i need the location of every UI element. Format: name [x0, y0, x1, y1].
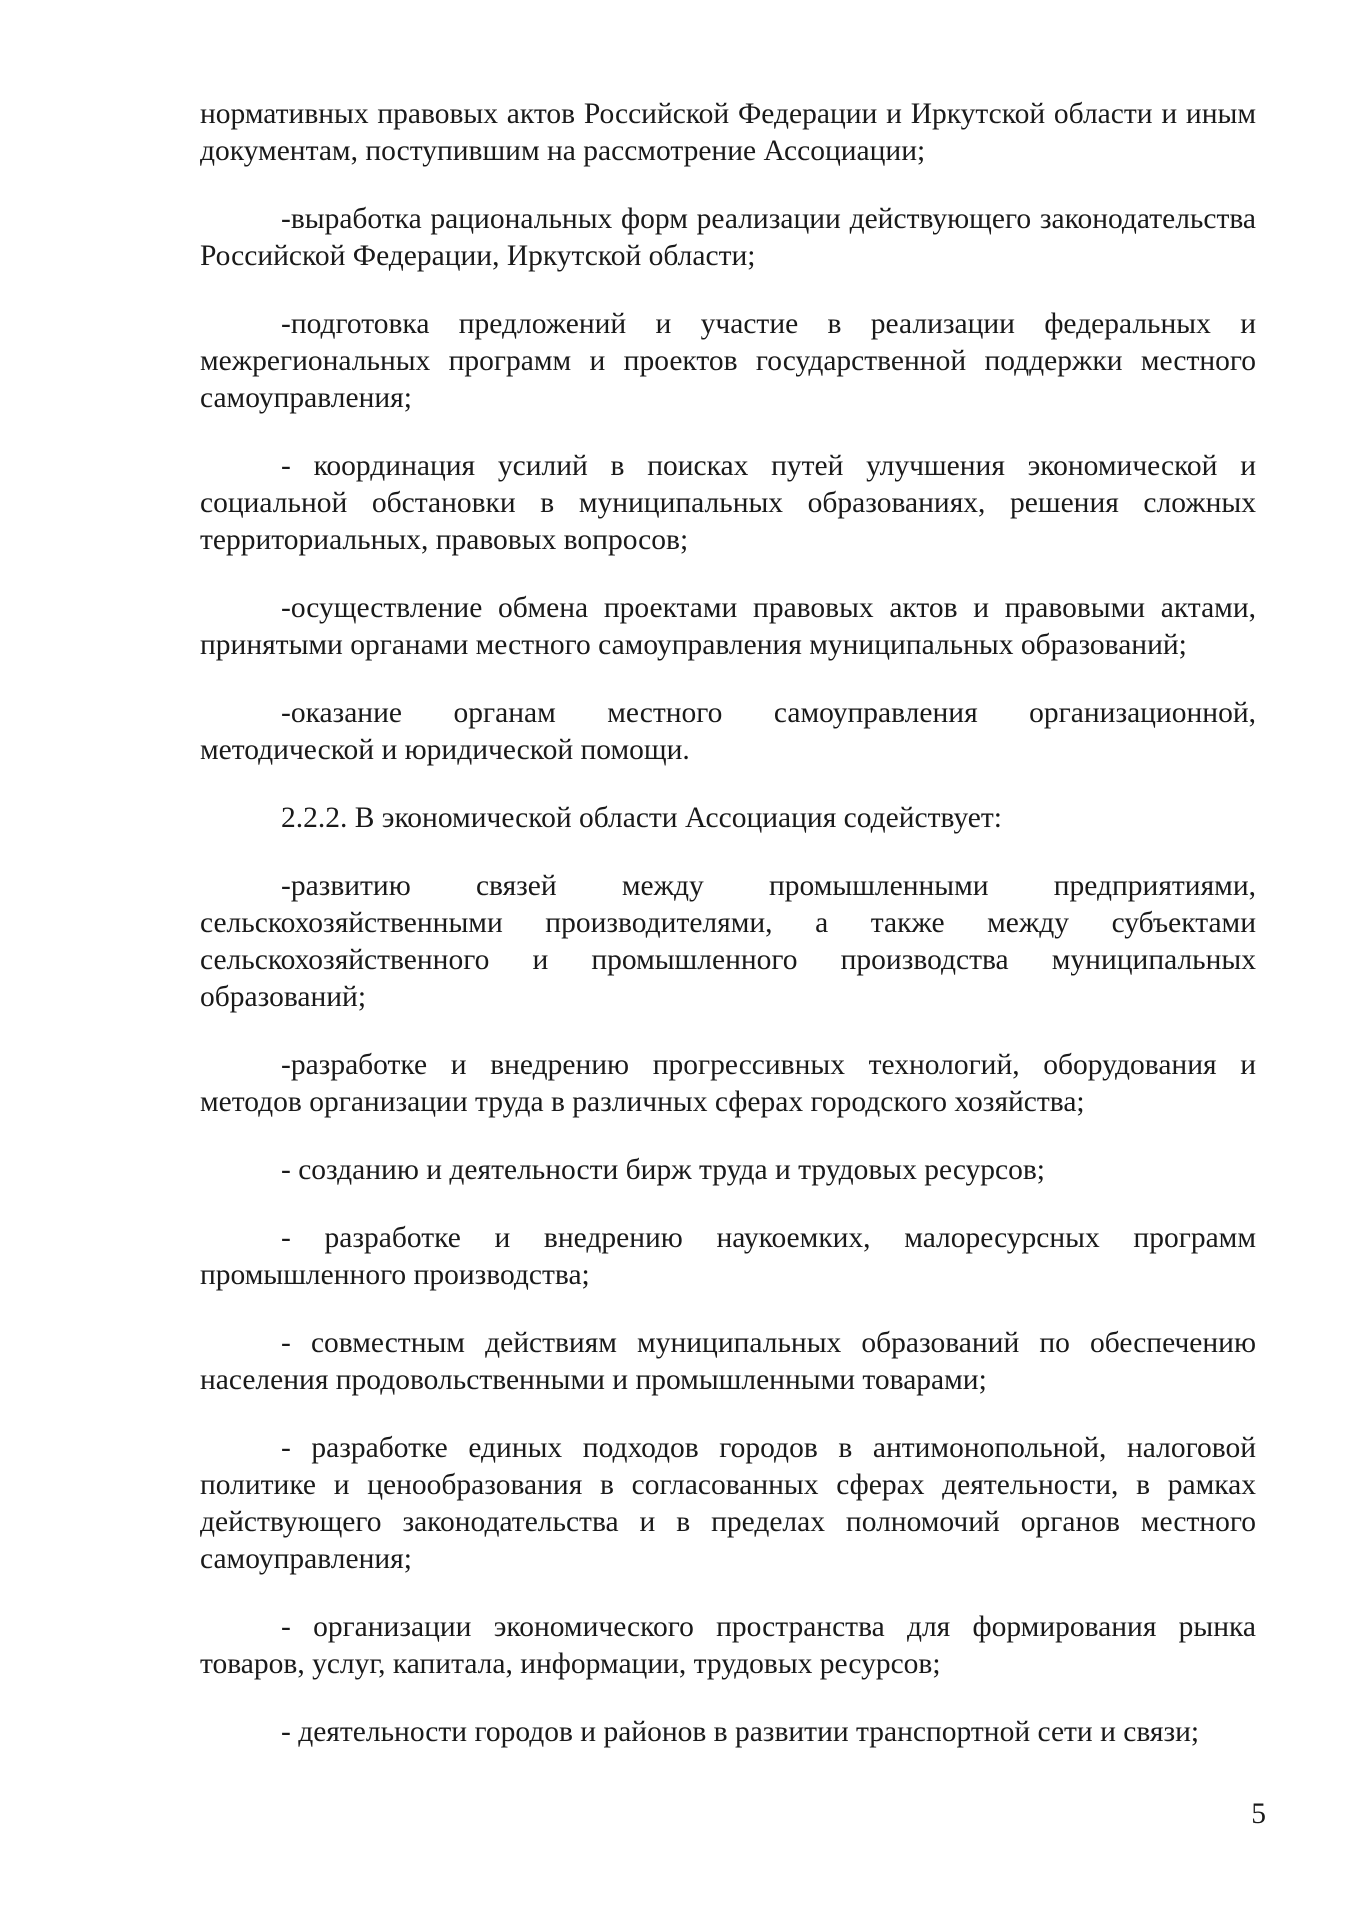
paragraph-item: -осуществление обмена проектами правовых актов и правовыми актами, принятыми органами местного самоуправления муниципальных образований;	[200, 592, 1256, 661]
paragraph-item: - координация усилий в поисках путей улучшения экономической и социальной обстановки в муниципальных образованиях, решения сложных территориальных, правовых вопросов;	[200, 450, 1256, 556]
paragraph-item: -разработке и внедрению прогрессивных технологий, оборудования и методов организации труда в различных сферах городского хозяйства;	[200, 1049, 1256, 1118]
paragraph-item: -оказание органам местного самоуправления организационной, методической и юридической помощи.	[200, 697, 1256, 766]
section-heading-2-2-2: 2.2.2. В экономической области Ассоциация содействует:	[281, 802, 1002, 834]
paragraph-item: - организации экономического пространства для формирования рынка товаров, услуг, капитала, информации, трудовых ресурсов;	[200, 1611, 1256, 1680]
page-number: 5	[1251, 1798, 1266, 1830]
paragraph-item: - совместным действиям муниципальных образований по обеспечению населения продовольственными и промышленными товарами;	[200, 1327, 1256, 1396]
paragraph-continuation: нормативных правовых актов Российской Федерации и Иркутской области и иным документам, поступившим на рассмотрение Ассоциации;	[200, 98, 1256, 167]
paragraph-item: - разработке и внедрению наукоемких, малоресурсных программ промышленного производства;	[200, 1222, 1256, 1291]
paragraph-item: - деятельности городов и районов в развитии транспортной сети и связи;	[281, 1716, 1200, 1748]
document-body	[200, 96, 1256, 1782]
paragraph-item: -развитию связей между промышленными предприятиями, сельскохозяйственными производителями, а также между субъектами сельскохозяйственного и промышленного производства муниципальных образований;	[200, 870, 1256, 1013]
paragraph-item: -выработка рациональных форм реализации действующего законодательства Российской Федерации, Иркутской области;	[200, 203, 1256, 272]
paragraph-item: -подготовка предложений и участие в реализации федеральных и межрегиональных программ и проектов государственной поддержки местного самоуправления;	[200, 308, 1256, 414]
paragraph-item: - созданию и деятельности бирж труда и трудовых ресурсов;	[281, 1154, 1046, 1186]
paragraph-item: - разработке единых подходов городов в антимонопольной, налоговой политике и ценообразования в согласованных сферах деятельности, в рамках действующего законодательства и в пределах полномочий органов местного самоуправления;	[200, 1432, 1256, 1575]
